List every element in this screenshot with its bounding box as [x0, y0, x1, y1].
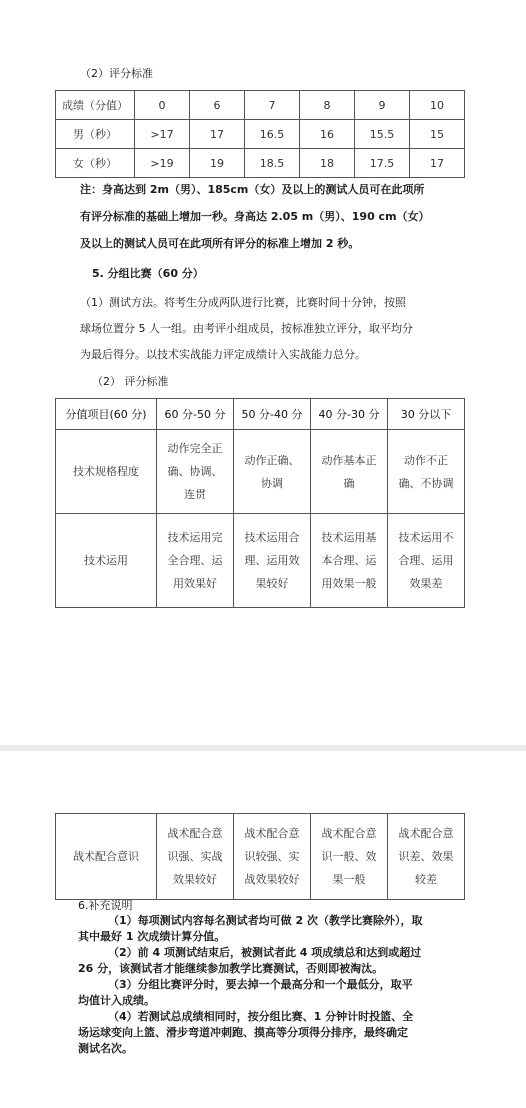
scoring-heading: （2）评分标准 — [80, 67, 153, 80]
supplement-line: 测试名次。 — [78, 1042, 133, 1055]
table-header-cell: 分值项目(60 分) — [56, 399, 157, 430]
table-cell: 6 — [190, 91, 245, 120]
cell-line: 合理、运用 — [398, 554, 454, 567]
cell-line: 效果较好 — [173, 873, 217, 886]
table-cell: 0 — [135, 91, 190, 120]
cell-line: 较差 — [415, 873, 437, 886]
cell-line: 战术配合意 — [321, 827, 377, 840]
table-cell: 17.5 — [355, 149, 410, 178]
cell-line: 动作正确、 — [244, 453, 300, 467]
table-cell: 15 — [410, 120, 465, 149]
cell-line: 技术运用合 — [244, 531, 300, 544]
method-line: 为最后得分。以技术实战能力评定成绩计入实战能力总分。 — [80, 348, 366, 361]
cell-line: 技术运用不 — [398, 531, 454, 544]
table-cell: 15.5 — [355, 120, 410, 149]
table-cell — [311, 814, 388, 900]
table-cell — [311, 514, 388, 608]
note-line: 及以上的测试人员可在此项所有评分的标准上增加 2 秒。 — [80, 237, 360, 250]
table-cell: 8 — [300, 91, 355, 120]
table-header-cell: 60 分-50 分 — [157, 399, 234, 430]
table-cell: 男（秒） — [56, 120, 135, 149]
cell-line: 用效果一般 — [321, 577, 377, 590]
table-cell: 19 — [190, 149, 245, 178]
table-cell — [388, 430, 465, 514]
cell-line: 全合理、运 — [167, 554, 223, 567]
table-cell: 18.5 — [245, 149, 300, 178]
table-header-cell: 30 分以下 — [388, 399, 465, 430]
table-cell: 7 — [245, 91, 300, 120]
table-cell — [388, 814, 465, 900]
score-table — [55, 90, 465, 178]
cell-line: 战术配合意 — [167, 827, 223, 840]
table-cell: 成绩（分值） — [56, 91, 135, 120]
table-cell: 18 — [300, 149, 355, 178]
table-row — [56, 149, 465, 178]
supplement-line: 其中最好 1 次成绩计算分值。 — [78, 930, 226, 943]
cell-line: 本合理、运 — [321, 554, 377, 567]
table-cell: 16.5 — [245, 120, 300, 149]
page-2 — [0, 751, 526, 1108]
cell-line: 技术运用基 — [321, 531, 377, 544]
supplement-line: （1）每项测试内容每名测试者均可做 2 次（教学比赛除外），取 — [108, 914, 423, 927]
cell-line: 战效果较好 — [244, 873, 300, 886]
cell-line: 果一般 — [332, 873, 366, 886]
table-row — [56, 814, 465, 900]
method-line: 球场位置分 5 人一组。由考评小组成员，按标准独立评分，取平均分 — [80, 322, 413, 335]
criteria-heading: （2） 评分标准 — [92, 375, 169, 388]
table-cell — [234, 430, 311, 514]
cell-line: 确、不协调 — [398, 476, 454, 490]
supplement-line: （3）分组比赛评分时，要去掉一个最高分和一个最低分，取平 — [108, 978, 413, 991]
table-cell: 战术配合意识 — [56, 814, 157, 900]
table-header-cell: 50 分-40 分 — [234, 399, 311, 430]
table-cell: 技术规格程度 — [56, 430, 157, 514]
table-cell: >17 — [135, 120, 190, 149]
table-cell: 技术运用 — [56, 514, 157, 608]
cell-line: 确 — [343, 476, 355, 490]
table-header-row — [56, 399, 465, 430]
table-cell: 16 — [300, 120, 355, 149]
table-cell — [157, 814, 234, 900]
cell-line: 果较好 — [255, 577, 289, 590]
table-cell — [157, 514, 234, 608]
table-cell — [234, 814, 311, 900]
note-line: 有评分标准的基础上增加一秒。身高达 2.05 m（男）、190 cm（女） — [80, 210, 430, 223]
note-line: 注：身高达到 2m（男）、185cm（女）及以上的测试人员可在此项所 — [80, 183, 425, 196]
cell-line: 动作完全正 — [167, 442, 223, 455]
cell-line: 理、运用效 — [244, 554, 300, 567]
cell-line: 效果差 — [409, 577, 443, 590]
table-cell: >19 — [135, 149, 190, 178]
supplement-line: （2）前 4 项测试结束后，被测试者此 4 项成绩总和达到或超过 — [108, 946, 422, 959]
cell-line: 战术配合意 — [244, 827, 300, 840]
cell-line: 识一般、效 — [321, 850, 377, 863]
cell-line: 用效果好 — [173, 577, 217, 590]
table-cell — [157, 430, 234, 514]
supplement-line: 均值计入成绩。 — [78, 994, 155, 1007]
table-row — [56, 91, 465, 120]
table-cell — [388, 514, 465, 608]
cell-line: 动作不正 — [404, 453, 448, 467]
cell-line: 识强、实战 — [167, 850, 223, 863]
table-cell — [234, 514, 311, 608]
supplement-heading: 6.补充说明 — [78, 899, 133, 912]
cell-line: 战术配合意 — [398, 827, 454, 840]
table-row — [56, 430, 465, 514]
table-row — [56, 120, 465, 149]
cell-line: 确、协调、 — [167, 465, 223, 478]
table-cell: 17 — [410, 149, 465, 178]
tactics-table — [55, 813, 465, 900]
cell-line: 识较强、实 — [244, 850, 300, 863]
method-line: （1）测试方法。将考生分成两队进行比赛，比赛时间十分钟，按照 — [80, 296, 406, 309]
group-match-table — [55, 398, 465, 608]
table-cell: 女（秒） — [56, 149, 135, 178]
cell-line: 技术运用完 — [167, 531, 223, 544]
table-cell — [311, 430, 388, 514]
supplement-line: 场运球变向上篮、滑步弯道冲刺跑、摸高等分项得分排序，最终确定 — [78, 1026, 408, 1039]
table-header-cell: 40 分-30 分 — [311, 399, 388, 430]
supplement-line: （4）若测试总成绩相同时，按分组比赛、1 分钟计时投篮、全 — [108, 1010, 414, 1023]
table-cell: 17 — [190, 120, 245, 149]
cell-line: 识差、效果 — [398, 850, 454, 863]
table-row — [56, 514, 465, 608]
supplement-line: 26 分，该测试者才能继续参加教学比赛测试，否则即被淘汰。 — [78, 962, 384, 975]
cell-line: 连贯 — [184, 488, 206, 501]
table-cell: 9 — [355, 91, 410, 120]
section-heading: 5. 分组比赛（60 分） — [92, 267, 204, 280]
table-cell: 10 — [410, 91, 465, 120]
cell-line: 动作基本正 — [321, 453, 377, 467]
cell-line: 协调 — [261, 476, 283, 490]
